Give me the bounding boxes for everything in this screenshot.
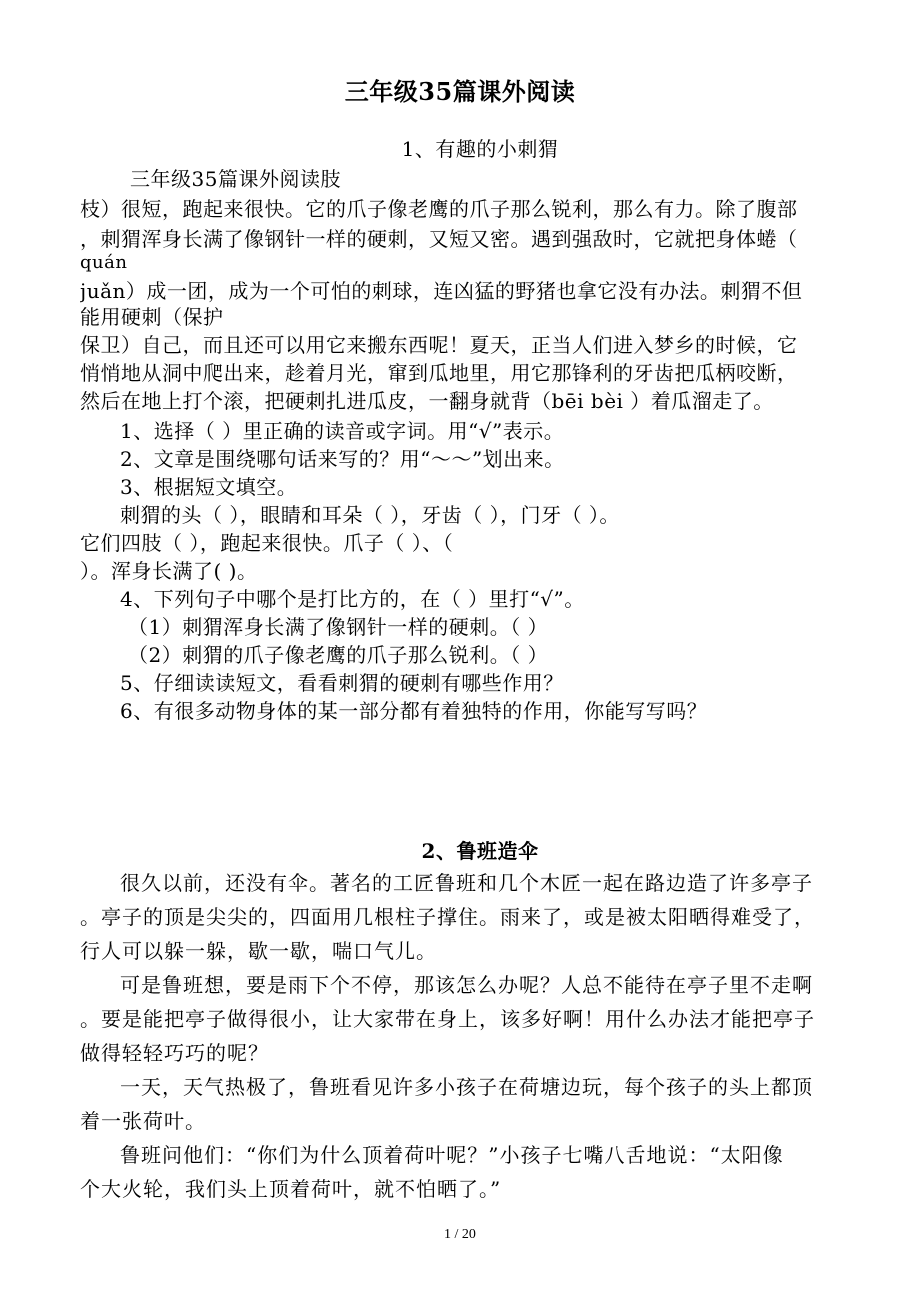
story1-line-4: quán [80, 252, 128, 273]
story2-line-1: 很久以前，还没有伞。著名的工匠鲁班和几个木匠一起在路边造了许多亭子 [120, 871, 813, 895]
story2-line-9: 鲁班问他们：“你们为什么顶着荷叶呢？”小孩子七嘴八舌地说：“太阳像 [120, 1143, 784, 1167]
story1-line-2: 枝）很短，跑起来很快。它的爪子像老鹰的爪子那么锐利，那么有力。除了腹部 [80, 197, 798, 221]
story1-line-3: ，刺猬浑身长满了像钢针一样的硬刺，又短又密。遇到强敌时，它就把身体蜷（ [80, 227, 798, 251]
story2-line-3: 行人可以躲一躲，歇一歇，喘口气儿。 [80, 939, 437, 963]
story1-line-1: 三年级35篇课外阅读肢 [130, 167, 341, 191]
story2-line-8: 着一张荷叶。 [80, 1109, 206, 1133]
story1-line-7: 保卫）自己，而且还可以用它来搬东西呢！夏天，正当人们进入梦乡的时候，它 [80, 333, 798, 357]
story1-line-9: 然后在地上打个滚，把硬刺扎进瓜皮，一翻身就背（bēi bèi ）着瓜溜走了。 [80, 389, 774, 413]
fill-blank-line-3: ）。浑身长满了( )。 [80, 559, 258, 583]
page-number: 1 / 20 [444, 1227, 476, 1242]
question-4-option-1: （1）刺猬浑身长满了像钢针一样的硬刺。（ ） [128, 615, 549, 639]
story2-line-10: 个大火轮，我们头上顶着荷叶，就不怕晒了。” [80, 1177, 502, 1201]
document-title: 三年级35篇课外阅读 [344, 77, 576, 106]
question-3: 3、根据短文填空。 [120, 475, 298, 499]
story1-heading: 1、有趣的小刺猬 [401, 137, 559, 161]
story2-line-2: 。亭子的顶是尖尖的，四面用几根柱子撑住。雨来了，或是被太阳晒得难受了， [80, 905, 815, 929]
story2-line-7: 一天，天气热极了，鲁班看见许多小孩子在荷塘边玩，每个孩子的头上都顶 [120, 1075, 813, 1099]
story1-line-8: 悄悄地从洞中爬出来，趁着月光，窜到瓜地里，用它那锋利的牙齿把瓜柄咬断， [80, 361, 798, 385]
story2-line-6: 做得轻轻巧巧的呢？ [80, 1041, 269, 1065]
question-4: 4、下列句子中哪个是打比方的，在（ ）里打“√”。 [120, 587, 585, 611]
story2-heading: 2、鲁班造伞 [421, 839, 539, 863]
story1-line-5: juǎn）成一团，成为一个可怕的刺球，连凶猛的野猪也拿它没有办法。刺猬不但 [80, 279, 803, 303]
question-5: 5、仔细读读短文，看看刺猬的硬刺有哪些作用？ [120, 671, 564, 695]
question-6: 6、有很多动物身体的某一部分都有着独特的作用，你能写写吗？ [120, 699, 708, 723]
story1-line-6: 能用硬刺（保护 [80, 305, 224, 329]
question-4-option-2: （2）刺猬的爪子像老鹰的爪子那么锐利。（ ） [128, 643, 549, 667]
question-1: 1、选择（ ）里正确的读音或字词。用“√”表示。 [120, 419, 565, 443]
question-2: 2、文章是围绕哪句话来写的？用“～～”划出来。 [120, 447, 565, 471]
fill-blank-line-2: 它们四肢（ ），跑起来很快。爪子（ ）、（ [80, 531, 454, 555]
story2-line-4: 可是鲁班想，要是雨下个不停，那该怎么办呢？人总不能待在亭子里不走啊 [120, 973, 813, 997]
fill-blank-line-1: 刺猬的头（ ），眼睛和耳朵（ ），牙齿（ ），门牙（ ）。 [120, 503, 620, 527]
story2-line-5: 。要是能把亭子做得很小，让大家带在身上，该多好啊！用什么办法才能把亭子 [80, 1007, 815, 1031]
